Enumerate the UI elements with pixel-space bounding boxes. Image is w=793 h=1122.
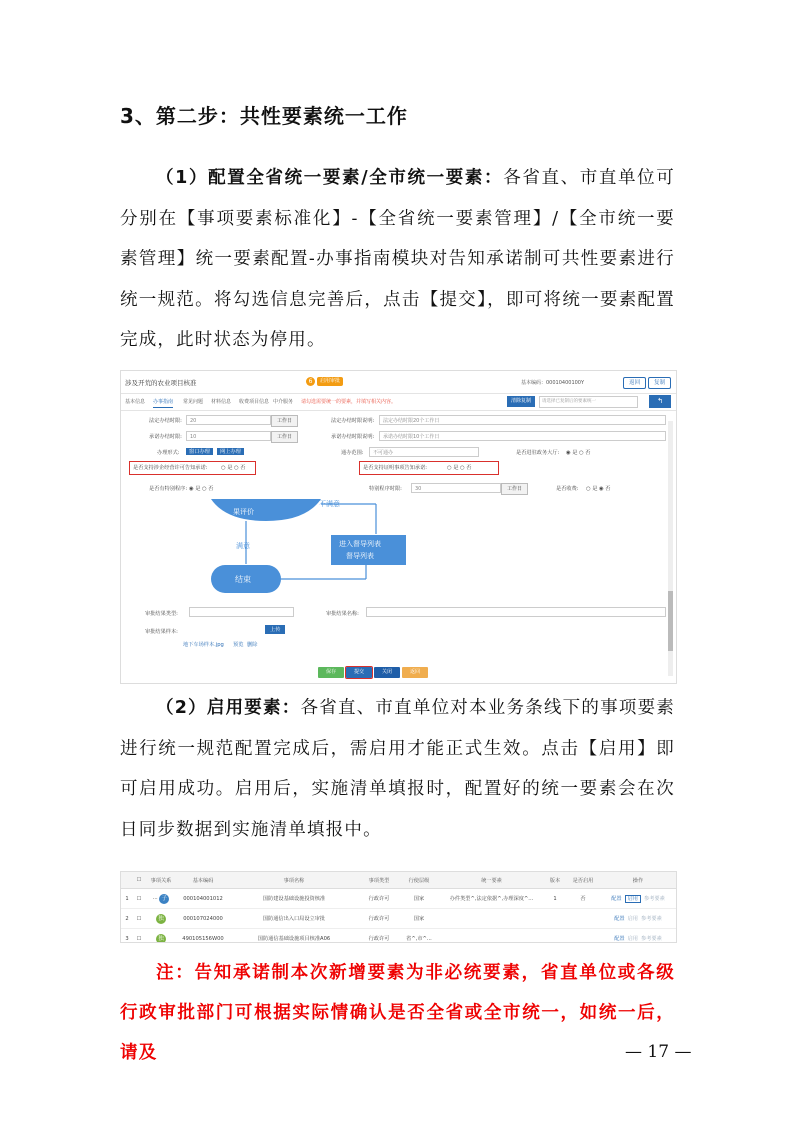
tab-materials[interactable]: 材料信息 bbox=[211, 399, 232, 405]
special-no-text: 否 bbox=[208, 486, 214, 492]
table-row bbox=[121, 909, 676, 929]
relation-cell bbox=[145, 909, 177, 929]
section-heading: 3、第二步：共性要素统一工作 bbox=[120, 104, 408, 128]
name-cell: 国防通信基础设施项目核准A06 bbox=[229, 929, 359, 944]
legal-desc-input[interactable]: 法定办结时限20个工作日 bbox=[379, 415, 666, 425]
configure-link[interactable]: 配置 bbox=[611, 896, 622, 902]
type-cell: 行政许可 bbox=[359, 929, 399, 944]
enabled-cell: 否 bbox=[566, 889, 600, 909]
elements-table-screenshot bbox=[120, 871, 677, 943]
relation-cell bbox=[145, 929, 177, 944]
paragraph-2-body: 各省直、市直单位对本业务条线下的事项要素进行统一规范配置完成后，需启用才能正式生效。点击【启用】即可启用成功。启用后，实施清单填报时，配置好的统一要素会在次日同步数据到实施清单填报中。 bbox=[120, 698, 676, 840]
name-cell: 国防通信出入口局设立审批 bbox=[229, 909, 359, 929]
support2-label: 是否支持证明事项告知承诺: bbox=[363, 465, 427, 471]
elements-cell bbox=[439, 909, 544, 929]
table-header bbox=[121, 872, 676, 889]
col-check[interactable]: ☐ bbox=[133, 872, 145, 889]
fee-no-text: 否 bbox=[605, 486, 611, 492]
level-cell: 省^,市^... bbox=[399, 929, 439, 944]
paragraph-2 bbox=[120, 688, 675, 850]
close-button[interactable]: 关闭 bbox=[374, 667, 400, 678]
table-row bbox=[121, 889, 676, 909]
return-button[interactable]: 返回 bbox=[402, 667, 428, 678]
code-cell: 490105156W00 bbox=[177, 929, 229, 944]
row-number: 1 bbox=[121, 889, 133, 909]
tab-guide[interactable]: 办事指南 bbox=[153, 398, 173, 408]
file-delete-link[interactable]: 删除 bbox=[247, 642, 258, 648]
legal-time-input[interactable]: 20 bbox=[186, 415, 271, 425]
flow-unsat-text: 不满意 bbox=[319, 500, 340, 508]
col-name: 事项名称 bbox=[229, 872, 359, 889]
row-checkbox[interactable]: ☐ bbox=[133, 889, 145, 909]
configure-link[interactable]: 配置 bbox=[614, 916, 625, 922]
support-label: 是否支持涉企经营许可告知承诺: bbox=[133, 465, 208, 471]
version-cell bbox=[544, 929, 566, 944]
actions-cell bbox=[600, 929, 676, 944]
copy-button[interactable]: 复制 bbox=[648, 377, 671, 389]
tab-faq[interactable]: 常见问题 bbox=[183, 399, 204, 405]
col-elements: 统一要素 bbox=[439, 872, 544, 889]
promise-time-input[interactable]: 10 bbox=[186, 431, 271, 441]
paragraph-1 bbox=[120, 158, 675, 361]
enable-button[interactable]: 启用 bbox=[625, 895, 641, 903]
col-enabled: 是否启用 bbox=[566, 872, 600, 889]
enabled-cell bbox=[566, 929, 600, 944]
configure-link[interactable]: 配置 bbox=[614, 936, 625, 942]
actions-cell bbox=[600, 909, 676, 929]
promise-time-unit[interactable]: 工作日 bbox=[271, 431, 298, 443]
row-number: 2 bbox=[121, 909, 133, 929]
flow-top-shape bbox=[211, 499, 321, 521]
status-badge-number: 6 bbox=[306, 377, 315, 386]
tab-intermediary[interactable]: 中介服务 bbox=[273, 399, 294, 405]
enable-link[interactable]: 启用 bbox=[627, 936, 638, 942]
submit-button[interactable]: 提交 bbox=[346, 667, 372, 678]
name-cell: 国防建设基础设施投资核准 bbox=[229, 889, 359, 909]
fee-label: 是否收费: bbox=[556, 486, 579, 492]
reference-link[interactable]: 参考要素 bbox=[641, 936, 662, 942]
deliver-no-text: 否 bbox=[585, 450, 591, 456]
scrollbar-thumb[interactable] bbox=[668, 591, 673, 651]
tag-window[interactable]: 窗口办理 bbox=[186, 448, 213, 455]
item-title: 涉及开荒的农业项目核准 bbox=[125, 379, 197, 387]
flow-end-text: 结束 bbox=[235, 575, 251, 584]
legal-time-unit[interactable]: 工作日 bbox=[271, 415, 298, 427]
back-button[interactable]: 返回 bbox=[623, 377, 646, 389]
copy-select[interactable]: 请选择已复制后的要素统一 bbox=[539, 396, 638, 408]
legal-time-label: 法定办结时限: bbox=[149, 418, 182, 424]
relation-cell: ··· 子 bbox=[145, 889, 177, 909]
relation-badge: 独 bbox=[156, 934, 166, 944]
col-code: 基本编码 bbox=[177, 872, 229, 889]
promise-desc-label: 承诺办结时限说明: bbox=[331, 434, 375, 440]
deliver-yes-text: 是 bbox=[572, 450, 578, 456]
paragraph-2-lead: （2）启用要素： bbox=[156, 698, 301, 718]
reference-link[interactable]: 参考要素 bbox=[644, 896, 665, 902]
tab-fees[interactable]: 收费项目信息 bbox=[239, 399, 270, 405]
fee-yes-text: 是 bbox=[592, 486, 598, 492]
table-row bbox=[121, 929, 676, 944]
result-type-input[interactable] bbox=[189, 607, 294, 617]
result-name-label: 审批结果名称: bbox=[326, 611, 359, 617]
red-note: 注：告知承诺制本次新增要素为非必统要素，省直单位或各级行政审批部门可根据实际情确认是否全省或全市统一，如统一后，请及 bbox=[120, 963, 675, 1063]
enabled-cell bbox=[566, 909, 600, 929]
code-cell: 000104001012 bbox=[177, 889, 229, 909]
level-cell: 国家 bbox=[399, 889, 439, 909]
elements-cell bbox=[439, 929, 544, 944]
scope-label: 通办范围: bbox=[341, 450, 364, 456]
flow-box-text-1: 进入督导列表 bbox=[339, 540, 381, 548]
type-cell: 行政许可 bbox=[359, 909, 399, 929]
elements-cell: 办件类型^,法定依据^,办理深度^... bbox=[439, 889, 544, 909]
actions-cell bbox=[600, 889, 676, 909]
deliver-yes[interactable]: ◉ 是 ○ 否 bbox=[566, 450, 591, 456]
result-name-input[interactable] bbox=[366, 607, 666, 617]
row-checkbox[interactable]: ☐ bbox=[133, 929, 145, 944]
special-radio[interactable]: ◉ 是 ○ 否 bbox=[189, 486, 214, 492]
warning-text: 请勾选需要统一的要素，并填写相关内容。 bbox=[301, 399, 397, 405]
scope-select[interactable]: 不可通办 bbox=[369, 447, 479, 457]
special-yes-text: 是 bbox=[195, 486, 201, 492]
support-yes-text: 是 bbox=[227, 465, 233, 471]
promise-desc-input[interactable]: 承诺办结时限10个工作日 bbox=[379, 431, 666, 441]
elements-table bbox=[121, 872, 676, 943]
support2-radio[interactable]: ○ 是 ○ 否 bbox=[447, 465, 472, 471]
support-radio[interactable]: ○ 是 ○ 否 bbox=[221, 465, 246, 471]
type-cell: 行政许可 bbox=[359, 889, 399, 909]
flow-sat-text: 满意 bbox=[236, 542, 250, 550]
result-sample-label: 审批结果样本: bbox=[145, 629, 178, 635]
base-code: 基本编码：00010400100Y bbox=[521, 380, 585, 386]
relation-badge: 子 bbox=[159, 894, 169, 904]
handle-form-label: 办理形式: bbox=[157, 450, 180, 456]
col-level: 行使层级 bbox=[399, 872, 439, 889]
deliver-label: 是否进驻政务大厅: bbox=[516, 450, 560, 456]
file-preview-link[interactable]: 预览 bbox=[233, 642, 244, 648]
promise-time-label: 承诺办结时限: bbox=[149, 434, 182, 440]
special-label: 是否有特别程序: bbox=[149, 486, 188, 492]
special-time-unit[interactable]: 工作日 bbox=[501, 483, 528, 495]
col-relation: 事项关系 bbox=[145, 872, 177, 889]
paragraph-1-lead: （1）配置全省统一要素/全市统一要素： bbox=[156, 168, 504, 188]
upload-button[interactable]: 上传 bbox=[265, 625, 285, 634]
version-cell: 1 bbox=[544, 889, 566, 909]
fee-radio[interactable]: ○ 是 ◉ 否 bbox=[586, 486, 611, 492]
tag-online[interactable]: 网上办理 bbox=[217, 448, 244, 455]
save-button[interactable]: 保存 bbox=[318, 667, 344, 678]
col-index bbox=[121, 872, 133, 889]
legal-desc-label: 法定办结时限说明: bbox=[331, 418, 375, 424]
clear-copy-button[interactable]: 清除复制 bbox=[507, 396, 535, 407]
paragraph-1-body: 各省直、市直单位可分别在【事项要素标准化】-【全省统一要素管理】/【全市统一要素管理】统一要素配置-办事指南模块对告知承诺制可共性要素进行统一规范。将勾选信息完善后，点击【提交】，即可将统一要素配置完成，此时状态为停用。 bbox=[120, 168, 675, 350]
tab-basic-info[interactable]: 基本信息 bbox=[125, 399, 146, 405]
level-cell: 国家 bbox=[399, 909, 439, 929]
reference-link[interactable]: 参考要素 bbox=[641, 916, 662, 922]
flow-box-text-2: 督导列表 bbox=[346, 552, 374, 560]
support-no-text: 否 bbox=[240, 465, 246, 471]
code-cell: 000107024000 bbox=[177, 909, 229, 929]
file-link[interactable]: 地下车场样本.jpg bbox=[183, 642, 224, 648]
row-number: 3 bbox=[121, 929, 133, 944]
flow-top-text: 果评价 bbox=[233, 508, 254, 516]
result-type-label: 审批结果类型: bbox=[145, 611, 178, 617]
support2-yes-text: 是 bbox=[453, 465, 459, 471]
config-screenshot bbox=[120, 370, 677, 684]
support2-no-text: 否 bbox=[466, 465, 472, 471]
enable-link[interactable]: 启用 bbox=[627, 916, 638, 922]
special-time-label: 特别程序时限: bbox=[369, 486, 402, 492]
col-actions: 操作 bbox=[600, 872, 676, 889]
scrollbar[interactable] bbox=[668, 421, 673, 676]
col-version: 版本 bbox=[544, 872, 566, 889]
relation-badge: 独 bbox=[156, 914, 166, 924]
row-checkbox[interactable]: ☐ bbox=[133, 909, 145, 929]
page-number: — 17 — bbox=[625, 1042, 692, 1062]
status-badge: 启用审批 bbox=[317, 377, 343, 386]
col-type: 事项类型 bbox=[359, 872, 399, 889]
special-time-input[interactable]: 30 bbox=[411, 483, 501, 493]
return-arrow-icon[interactable]: ↰ bbox=[649, 395, 671, 408]
version-cell bbox=[544, 909, 566, 929]
